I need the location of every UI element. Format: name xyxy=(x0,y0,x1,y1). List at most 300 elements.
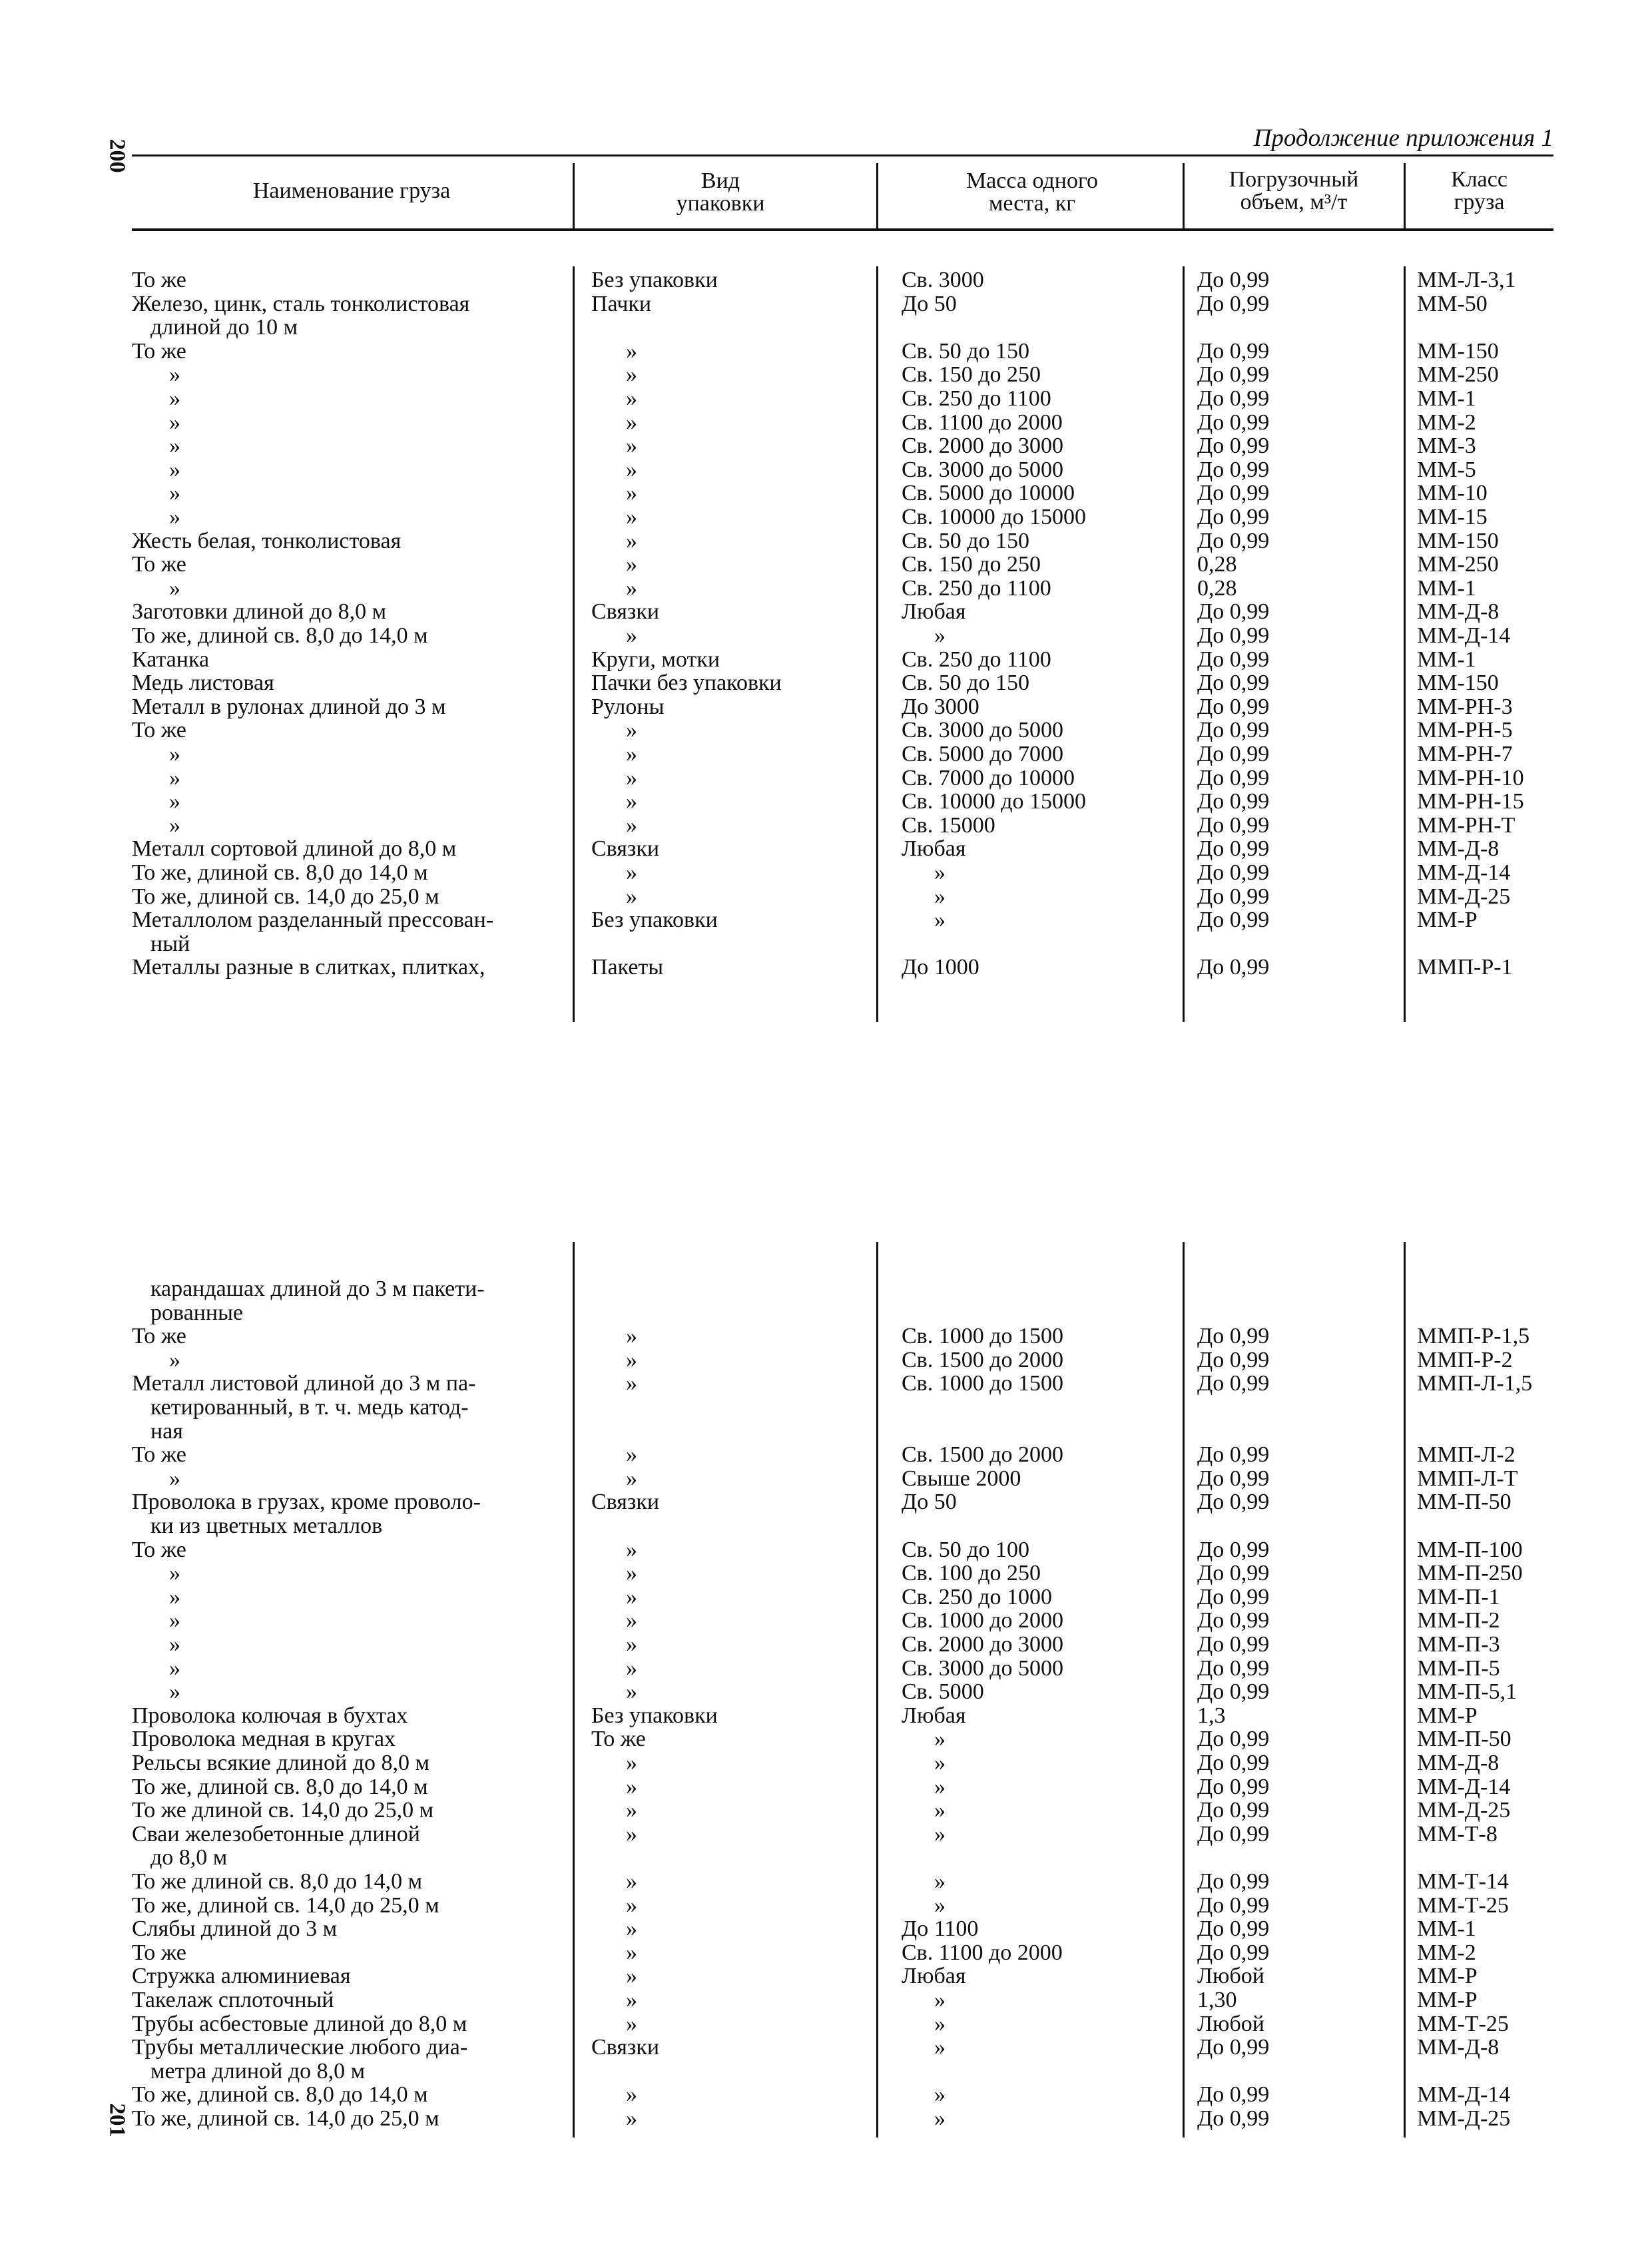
cargo-name: Металл в рулонах длиной до 3 м xyxy=(132,694,446,719)
cargo-name: Металл листовой длиной до 3 м па- xyxy=(132,1371,476,1396)
table-row xyxy=(132,1728,1553,1751)
mass: Св. 50 до 150 xyxy=(902,671,1030,696)
cargo-name: » xyxy=(169,481,180,506)
packaging: Круги, мотки xyxy=(591,647,720,672)
cargo-name: » xyxy=(169,742,180,766)
table-row xyxy=(132,814,1553,837)
mass: Св. 1100 до 2000 xyxy=(902,410,1063,435)
table-row xyxy=(132,1633,1553,1656)
packaging: » xyxy=(626,1751,637,1775)
mass: » xyxy=(934,623,946,648)
loading-volume: До 0,99 xyxy=(1197,1798,1270,1823)
table-row xyxy=(132,933,1553,956)
header-packaging xyxy=(574,170,867,215)
cargo-class: ММ-РН-5 xyxy=(1417,718,1513,743)
table-row xyxy=(132,2060,1553,2083)
packaging: » xyxy=(626,1584,637,1609)
packaging: » xyxy=(626,742,637,766)
loading-volume: До 0,99 xyxy=(1197,1774,1270,1799)
packaging: Пачки xyxy=(591,291,652,316)
continuation-caption: Продолжение приложения 1 xyxy=(1253,125,1553,152)
mass: » xyxy=(934,908,946,933)
loading-volume: До 0,99 xyxy=(1197,481,1270,506)
packaging: » xyxy=(626,505,637,529)
cargo-name: метра длиной до 8,0 м xyxy=(150,2058,366,2084)
packaging: Пакеты xyxy=(591,955,664,980)
cargo-class: ММ-П-50 xyxy=(1417,1490,1512,1515)
packaging: » xyxy=(626,1466,637,1491)
cargo-name: ный xyxy=(150,931,190,956)
cargo-name: Сваи железобетонные длиной xyxy=(132,1821,420,1846)
loading-volume: До 0,99 xyxy=(1197,599,1270,625)
loading-volume: До 0,99 xyxy=(1197,1347,1270,1372)
cargo-class: ММ-П-5 xyxy=(1417,1655,1500,1681)
cargo-class: ММ-1 xyxy=(1417,1916,1476,1942)
cargo-name: до 8,0 м xyxy=(150,1845,228,1870)
packaging: » xyxy=(626,1679,637,1705)
loading-volume: До 0,99 xyxy=(1197,2082,1270,2108)
table-row xyxy=(132,553,1553,576)
packaging: Без упаковки xyxy=(591,908,718,933)
packaging: » xyxy=(626,1821,637,1846)
table-row xyxy=(132,388,1553,410)
cargo-class: ММ-Д-8 xyxy=(1417,836,1500,862)
cargo-class: ММ-Р xyxy=(1417,1703,1478,1728)
cargo-class: ММ-РН-15 xyxy=(1417,789,1524,814)
cargo-name: карандашах длиной до 3 м пакети- xyxy=(150,1276,485,1301)
mass: До 1000 xyxy=(902,955,979,980)
table-row xyxy=(132,1894,1553,1917)
loading-volume: До 0,99 xyxy=(1197,742,1270,766)
cargo-name: То же xyxy=(132,1324,186,1349)
cargo-class: ММ-3 xyxy=(1417,433,1476,459)
loading-volume: До 0,99 xyxy=(1197,647,1270,672)
packaging: » xyxy=(626,2106,637,2131)
packaging: » xyxy=(626,1561,637,1586)
cargo-class: ММ-П-100 xyxy=(1417,1537,1523,1562)
mass: » xyxy=(934,1892,946,1918)
cargo-class: ММ-Д-25 xyxy=(1417,2106,1511,2131)
mass: Св. 250 до 1100 xyxy=(902,386,1051,411)
loading-volume: До 0,99 xyxy=(1197,860,1270,885)
packaging: » xyxy=(626,1537,637,1562)
cargo-name: длиной до 10 м xyxy=(150,315,298,340)
cargo-name: Стружка алюминиевая xyxy=(132,1964,351,1989)
loading-volume: До 0,99 xyxy=(1197,433,1270,459)
mass: Любая xyxy=(902,1703,966,1728)
cargo-class: ММ-150 xyxy=(1417,671,1499,696)
loading-volume: До 0,99 xyxy=(1197,1655,1270,1681)
loading-volume: До 0,99 xyxy=(1197,789,1270,814)
mass: Свыше 2000 xyxy=(902,1466,1021,1491)
loading-volume: До 0,99 xyxy=(1197,457,1270,482)
mass: Св. 3000 до 5000 xyxy=(902,1655,1064,1681)
loading-volume: До 0,99 xyxy=(1197,694,1270,719)
header-packaging-line1: Вид xyxy=(700,168,740,193)
loading-volume: До 0,99 xyxy=(1197,386,1270,411)
loading-volume: До 0,99 xyxy=(1197,884,1270,909)
header-packaging-line2: упаковки xyxy=(676,191,765,216)
packaging: Связки xyxy=(591,1490,660,1515)
cargo-name: Проволока в грузах, кроме проволо- xyxy=(132,1490,481,1515)
cargo-name: ная xyxy=(150,1418,183,1444)
table-row xyxy=(132,1989,1553,2012)
mass: » xyxy=(934,1988,946,2012)
cargo-class: ММ-РН-10 xyxy=(1417,765,1524,790)
table-row xyxy=(132,412,1553,434)
cargo-name: То же, длиной св. 8,0 до 14,0 м xyxy=(132,860,428,885)
header-mass-line2: места, кг xyxy=(988,191,1076,216)
packaging: » xyxy=(626,575,637,601)
packaging: » xyxy=(626,1655,637,1681)
page-number-bottom: 201 xyxy=(105,2103,130,2137)
header-class-line2: груза xyxy=(1454,190,1505,214)
table-row xyxy=(132,1681,1553,1703)
header-volume xyxy=(1184,168,1404,214)
cargo-class: ММ-2 xyxy=(1417,410,1476,435)
mass: » xyxy=(934,1869,946,1894)
mass: До 1100 xyxy=(902,1916,979,1942)
cargo-class: ММП-Р-1,5 xyxy=(1417,1324,1530,1349)
cargo-class: ММ-Т-14 xyxy=(1417,1869,1509,1894)
cargo-name: » xyxy=(169,765,180,790)
cargo-name: » xyxy=(169,1466,180,1491)
packaging: Связки xyxy=(591,2035,660,2060)
table-row xyxy=(132,1705,1553,1727)
loading-volume: Любой xyxy=(1197,2011,1264,2036)
mass: Св. 250 до 1100 xyxy=(902,647,1051,672)
table-row xyxy=(132,601,1553,623)
cargo-class: ММ-РН-7 xyxy=(1417,742,1513,766)
cargo-name: Металл сортовой длиной до 8,0 м xyxy=(132,836,457,862)
table-row xyxy=(132,1752,1553,1775)
mass: Св. 250 до 1100 xyxy=(902,575,1051,601)
cargo-name: То же, длиной св. 14,0 до 25,0 м xyxy=(132,884,439,909)
cargo-name: » xyxy=(169,457,180,482)
cargo-class: ММ-П-1 xyxy=(1417,1584,1500,1609)
mass: Св. 100 до 250 xyxy=(902,1561,1041,1586)
packaging: » xyxy=(626,1869,637,1894)
cargo-class: ММ-Р xyxy=(1417,1988,1478,2012)
mass: Св. 10000 до 15000 xyxy=(902,789,1087,814)
cargo-name: Металлы разные в слитках, плитках, xyxy=(132,955,485,980)
loading-volume: До 0,99 xyxy=(1197,1608,1270,1633)
mass: Любая xyxy=(902,836,966,862)
cargo-name: » xyxy=(169,1584,180,1609)
cargo-name: Трубы асбестовые длиной до 8,0 м xyxy=(132,2011,467,2036)
loading-volume: До 0,99 xyxy=(1197,1537,1270,1562)
loading-volume: 1,30 xyxy=(1197,1988,1237,2012)
mass: » xyxy=(934,1751,946,1775)
mass: » xyxy=(934,860,946,885)
packaging: » xyxy=(626,362,637,388)
cargo-name: » xyxy=(169,789,180,814)
loading-volume: До 0,99 xyxy=(1197,1727,1270,1752)
packaging: Пачки без упаковки xyxy=(591,671,782,696)
table-row xyxy=(132,909,1553,932)
loading-volume: До 0,99 xyxy=(1197,812,1270,838)
loading-volume: До 0,99 xyxy=(1197,1940,1270,1965)
packaging: » xyxy=(626,386,637,411)
packaging: » xyxy=(626,623,637,648)
loading-volume: Любой xyxy=(1197,1964,1264,1989)
mass: До 50 xyxy=(902,1490,957,1515)
header-mass xyxy=(879,170,1185,215)
cargo-class: ММ-Д-14 xyxy=(1417,623,1511,648)
loading-volume: До 0,99 xyxy=(1197,955,1270,980)
cargo-name: То же xyxy=(132,1537,186,1562)
cargo-name: » xyxy=(169,575,180,601)
packaging: То же xyxy=(591,1727,646,1752)
cargo-name: То же длиной св. 14,0 до 25,0 м xyxy=(132,1798,434,1823)
table-row xyxy=(132,1515,1553,1538)
loading-volume: 0,28 xyxy=(1197,575,1237,601)
cargo-name: То же, длиной св. 14,0 до 25,0 м xyxy=(132,1892,439,1918)
mass: Св. 50 до 150 xyxy=(902,528,1030,553)
cargo-class: ММП-Л-1,5 xyxy=(1417,1371,1533,1396)
mass: » xyxy=(934,1774,946,1799)
cargo-class: ММ-Д-8 xyxy=(1417,2035,1500,2060)
table-row xyxy=(132,1918,1553,1940)
table-row xyxy=(132,2084,1553,2106)
cargo-class: ММ-1 xyxy=(1417,386,1476,411)
cargo-class: ММ-Т-8 xyxy=(1417,1821,1498,1846)
table-row xyxy=(132,340,1553,363)
cargo-class: ММ-П-3 xyxy=(1417,1632,1500,1657)
mass: Св. 3000 xyxy=(902,268,984,292)
loading-volume: До 0,99 xyxy=(1197,765,1270,790)
page-number-top: 200 xyxy=(105,139,130,173)
table-row xyxy=(132,1349,1553,1372)
table-row xyxy=(132,1396,1553,1419)
table-row xyxy=(132,1657,1553,1680)
cargo-class: ММ-2 xyxy=(1417,1940,1476,1965)
packaging: » xyxy=(626,1371,637,1396)
packaging: » xyxy=(626,860,637,885)
cargo-name: » xyxy=(169,362,180,388)
mass: Св. 3000 до 5000 xyxy=(902,718,1064,743)
loading-volume: До 0,99 xyxy=(1197,410,1270,435)
packaging: » xyxy=(626,2082,637,2108)
loading-volume: 1,3 xyxy=(1197,1703,1226,1728)
packaging: » xyxy=(626,528,637,553)
table-row xyxy=(132,1942,1553,1964)
cargo-class: ММ-Т-25 xyxy=(1417,2011,1509,2036)
cargo-class: ММ-Л-3,1 xyxy=(1417,268,1516,292)
top-rule xyxy=(132,154,1553,156)
mass: Св. 250 до 1000 xyxy=(902,1584,1053,1609)
cargo-class: ММ-Т-25 xyxy=(1417,1892,1509,1918)
loading-volume: До 0,99 xyxy=(1197,1892,1270,1918)
cargo-name: » xyxy=(169,1632,180,1657)
table-row xyxy=(132,1372,1553,1395)
table-row xyxy=(132,649,1553,671)
cargo-name: » xyxy=(169,386,180,411)
cargo-name: Проволока колючая в бухтах xyxy=(132,1703,408,1728)
packaging: » xyxy=(626,789,637,814)
loading-volume: До 0,99 xyxy=(1197,291,1270,316)
cargo-name: » xyxy=(169,1561,180,1586)
loading-volume: До 0,99 xyxy=(1197,1490,1270,1515)
table-row xyxy=(132,1965,1553,1988)
mass: Св. 15000 xyxy=(902,812,995,838)
cargo-name: То же xyxy=(132,1442,186,1468)
cargo-name: То же, длиной св. 8,0 до 14,0 м xyxy=(132,1774,428,1799)
table-row xyxy=(132,1609,1553,1632)
table-row xyxy=(132,316,1553,339)
loading-volume: До 0,99 xyxy=(1197,1442,1270,1468)
table-row xyxy=(132,269,1553,292)
table-row xyxy=(132,459,1553,481)
cargo-class: ММ-250 xyxy=(1417,552,1499,577)
cargo-name: То же xyxy=(132,268,186,292)
packaging: » xyxy=(626,1442,637,1468)
cargo-name: Такелаж сплоточный xyxy=(132,1988,334,2012)
cargo-name: То же, длиной св. 8,0 до 14,0 м xyxy=(132,623,428,648)
cargo-class: ММ-15 xyxy=(1417,505,1488,529)
mass: Любая xyxy=(902,1964,966,1989)
cargo-name: Катанка xyxy=(132,647,210,672)
cargo-name: » xyxy=(169,1655,180,1681)
cargo-class: ММ-50 xyxy=(1417,291,1488,316)
cargo-name: » xyxy=(169,812,180,838)
cargo-class: ММ-П-5,1 xyxy=(1417,1679,1517,1705)
cargo-class: ММП-Л-Т xyxy=(1417,1466,1518,1491)
cargo-name: » xyxy=(169,1347,180,1372)
mass: Св. 7000 до 10000 xyxy=(902,765,1075,790)
table-row xyxy=(132,956,1553,979)
packaging: » xyxy=(626,481,637,506)
cargo-class: ММ-250 xyxy=(1417,362,1499,388)
table-row xyxy=(132,1420,1553,1443)
loading-volume: До 0,99 xyxy=(1197,1466,1270,1491)
packaging: » xyxy=(626,552,637,577)
cargo-class: ММ-Д-8 xyxy=(1417,1751,1500,1775)
cargo-name: Трубы металлические любого диа- xyxy=(132,2035,468,2060)
packaging: » xyxy=(626,884,637,909)
table-row xyxy=(132,577,1553,600)
loading-volume: До 0,99 xyxy=(1197,718,1270,743)
loading-volume: До 0,99 xyxy=(1197,1869,1270,1894)
packaging: » xyxy=(626,1916,637,1942)
table-row xyxy=(132,1799,1553,1822)
mass: Св. 2000 до 3000 xyxy=(902,433,1064,459)
loading-volume: До 0,99 xyxy=(1197,1916,1270,1942)
cargo-class: ММП-Л-2 xyxy=(1417,1442,1515,1468)
cargo-class: ММП-Р-2 xyxy=(1417,1347,1513,1372)
cargo-class: ММ-П-2 xyxy=(1417,1608,1500,1633)
mass: » xyxy=(934,2011,946,2036)
header-name: Наименование груза xyxy=(252,178,451,203)
packaging: » xyxy=(626,1798,637,1823)
table-row xyxy=(132,506,1553,529)
loading-volume: До 0,99 xyxy=(1197,362,1270,388)
cargo-name: Слябы длиной до 3 м xyxy=(132,1916,338,1942)
mass: Св. 5000 до 10000 xyxy=(902,481,1075,506)
mass: Св. 1100 до 2000 xyxy=(902,1940,1063,1965)
loading-volume: До 0,99 xyxy=(1197,1821,1270,1846)
header-class-line1: Класс xyxy=(1451,167,1508,192)
table-row xyxy=(132,719,1553,742)
mass: Св. 1000 до 1500 xyxy=(902,1324,1064,1349)
cargo-name: То же длиной св. 8,0 до 14,0 м xyxy=(132,1869,423,1894)
mass: До 50 xyxy=(902,291,957,316)
mass: » xyxy=(934,2106,946,2131)
packaging: » xyxy=(626,338,637,364)
packaging: Без упаковки xyxy=(591,1703,718,1728)
loading-volume: До 0,99 xyxy=(1197,908,1270,933)
packaging: » xyxy=(626,718,637,743)
mass: Св. 5000 до 7000 xyxy=(902,742,1064,766)
mass: Св. 5000 xyxy=(902,1679,984,1705)
cargo-class: ММ-10 xyxy=(1417,481,1488,506)
cargo-class: ММ-Д-25 xyxy=(1417,884,1511,909)
mass: Св. 3000 до 5000 xyxy=(902,457,1064,482)
mass: Св. 1000 до 1500 xyxy=(902,1371,1064,1396)
packaging: » xyxy=(626,812,637,838)
table-row xyxy=(132,482,1553,505)
mass: Св. 2000 до 3000 xyxy=(902,1632,1064,1657)
mass: Любая xyxy=(902,599,966,625)
cargo-class: ММ-П-250 xyxy=(1417,1561,1523,1586)
cargo-class: ММ-Д-8 xyxy=(1417,599,1500,625)
loading-volume: До 0,99 xyxy=(1197,1371,1270,1396)
loading-volume: До 0,99 xyxy=(1197,1751,1270,1775)
cargo-class: ММ-Д-25 xyxy=(1417,1798,1511,1823)
table-row xyxy=(132,838,1553,860)
cargo-name: Рельсы всякие длиной до 8,0 м xyxy=(132,1751,430,1775)
cargo-class: ММ-150 xyxy=(1417,528,1499,553)
packaging: Рулоны xyxy=(591,694,665,719)
mass: Св. 50 до 150 xyxy=(902,338,1030,364)
mass: Св. 50 до 100 xyxy=(902,1537,1030,1562)
cargo-name: Проволока медная в кругах xyxy=(132,1727,396,1752)
cargo-class: ММ-Р xyxy=(1417,1964,1478,1989)
loading-volume: До 0,99 xyxy=(1197,671,1270,696)
table-row xyxy=(132,862,1553,884)
cargo-name: То же xyxy=(132,1940,186,1965)
table-row xyxy=(132,2036,1553,2059)
mass: » xyxy=(934,1798,946,1823)
table-row xyxy=(132,886,1553,908)
packaging: » xyxy=(626,410,637,435)
cargo-name: Жесть белая, тонколистовая xyxy=(132,528,402,553)
table-row xyxy=(132,743,1553,766)
loading-volume: До 0,99 xyxy=(1197,1561,1270,1586)
table-row xyxy=(132,364,1553,386)
cargo-class: ММ-1 xyxy=(1417,647,1476,672)
loading-volume: До 0,99 xyxy=(1197,1324,1270,1349)
packaging: » xyxy=(626,1774,637,1799)
cargo-name: То же xyxy=(132,718,186,743)
cargo-name: Железо, цинк, сталь тонколистовая xyxy=(132,291,470,316)
mass: » xyxy=(934,1821,946,1846)
packaging: » xyxy=(626,2011,637,2036)
mass: Св. 10000 до 15000 xyxy=(902,505,1087,529)
cargo-name: То же, длиной св. 14,0 до 25,0 м xyxy=(132,2106,439,2131)
loading-volume: До 0,99 xyxy=(1197,2035,1270,2060)
table-row xyxy=(132,672,1553,695)
cargo-class: ММ-П-50 xyxy=(1417,1727,1512,1752)
loading-volume: До 0,99 xyxy=(1197,1632,1270,1657)
packaging: » xyxy=(626,1632,637,1657)
loading-volume: До 0,99 xyxy=(1197,505,1270,529)
cargo-class: ММ-Д-14 xyxy=(1417,860,1511,885)
packaging: » xyxy=(626,1892,637,1918)
packaging: » xyxy=(626,1964,637,1989)
table-row xyxy=(132,1468,1553,1490)
table-row xyxy=(132,530,1553,553)
